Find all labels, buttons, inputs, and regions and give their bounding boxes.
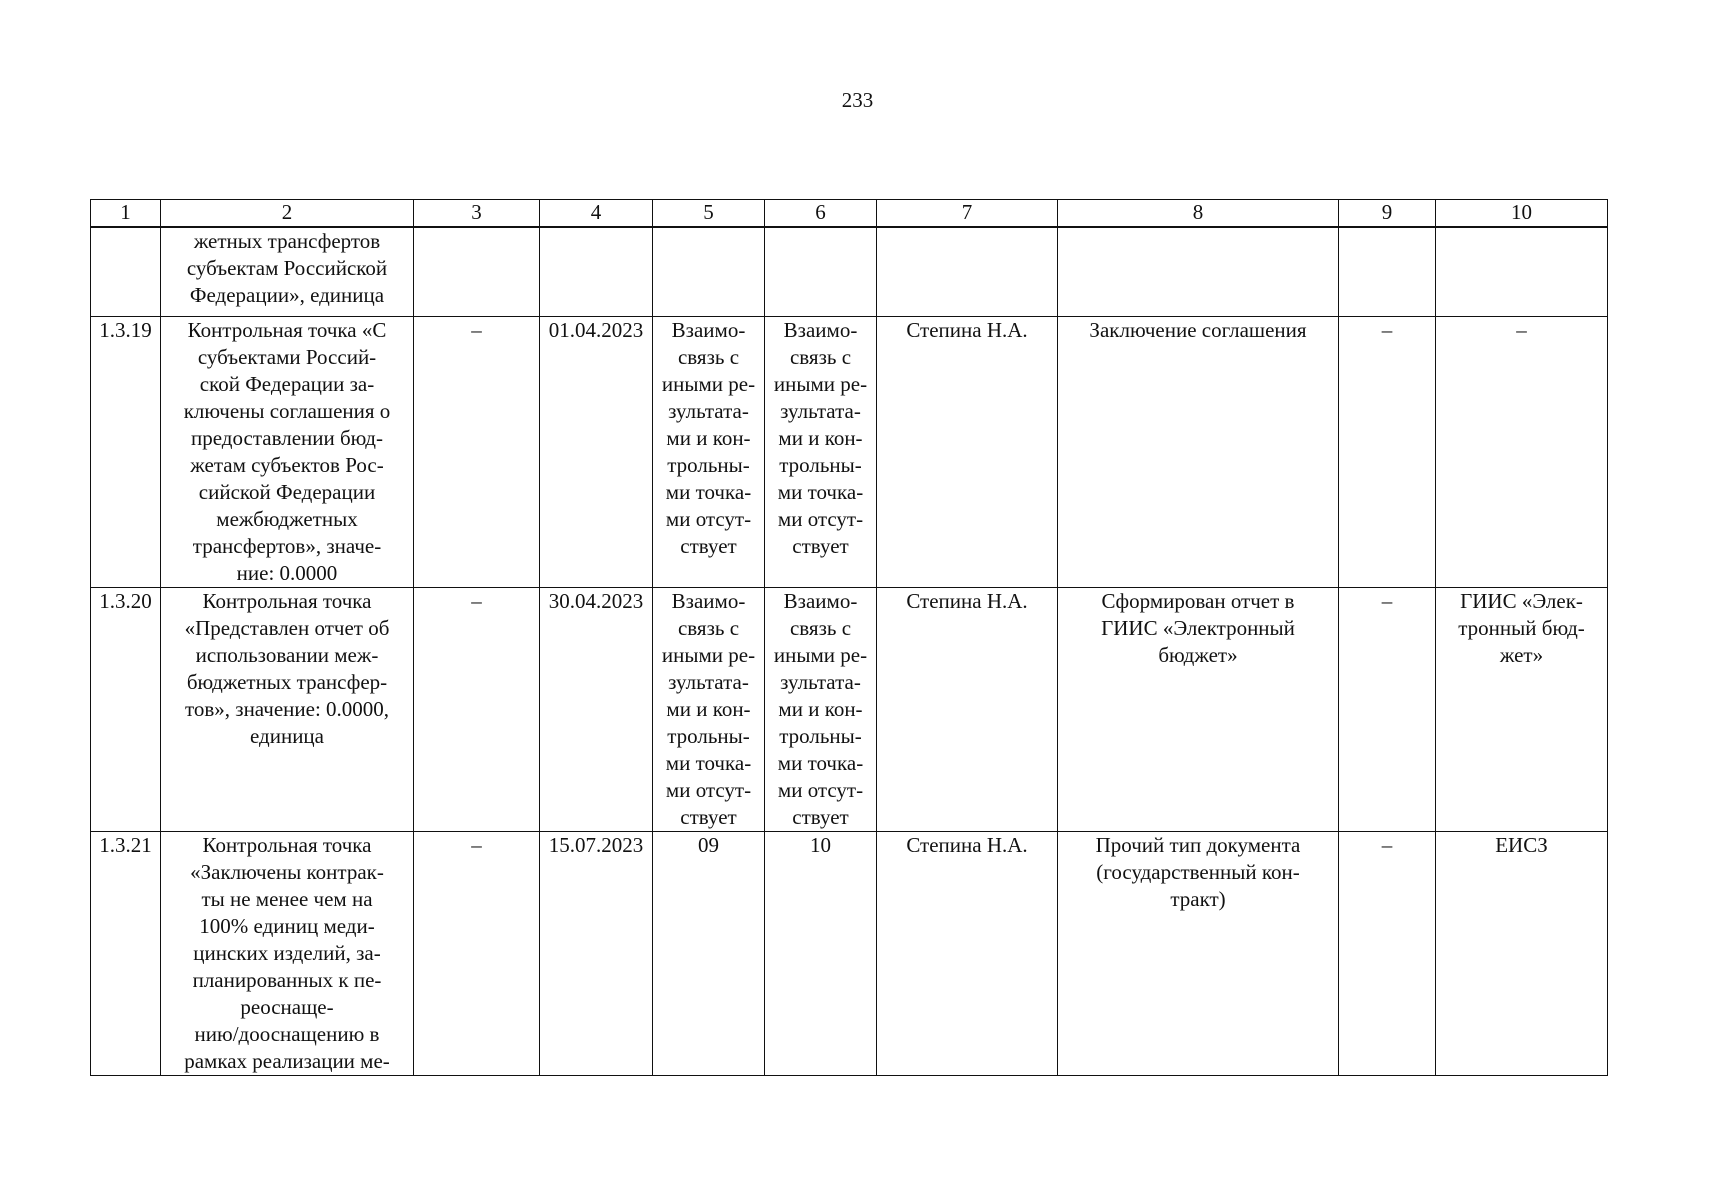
column-header: 9 [1339,200,1436,228]
name-cell: Контрольная точка «С субъектами Россий- ской Федерации за- ключены соглашения о предоставлении бюд- жетам субъектов Рос- сийской Федерации межбюджетных трансфертов», значе- ние: 0.0000 [161,317,414,588]
row-number-cell: 1.3.19 [91,317,161,588]
name-cell: Контрольная точка «Заключены контрак- ты не менее чем на 100% единиц меди- цинских изделий, за- планированных к пе- реоснаще- нию/дооснащению в рамках реализации ме- [161,832,414,1076]
relation-cell: Взаимо- связь с иными ре- зультата- ми и кон- трольны- ми точка- ми отсут- ствует [765,317,877,588]
table-row-continuation [91,227,1608,317]
responsible-cell: Степина Н.А. [877,317,1058,588]
column-header: 1 [91,200,161,228]
row-number-cell: 1.3.20 [91,588,161,832]
document-cell [1058,227,1339,317]
page-number: 233 [841,88,874,112]
row-number-cell: 1.3.21 [91,832,161,1076]
info-system-cell: ГИИС «Элек- тронный бюд- жет» [1436,588,1608,832]
plan-table [90,199,1608,1076]
date-cell: 01.04.2023 [540,317,653,588]
column-3-cell: – [414,588,540,832]
responsible-cell [877,227,1058,317]
document-cell: Сформирован отчет в ГИИС «Электронный бюджет» [1058,588,1339,832]
document-cell: Прочий тип документа (государственный кон- тракт) [1058,832,1339,1076]
relation-cell: 10 [765,832,877,1076]
relation-cell [765,227,877,317]
column-number-row [91,200,1608,228]
column-header: 10 [1436,200,1608,228]
responsible-cell: Степина Н.А. [877,832,1058,1076]
column-3-cell [414,227,540,317]
relation-cell: Взаимо- связь с иными ре- зультата- ми и кон- трольны- ми точка- ми отсут- ствует [765,588,877,832]
info-system-cell: ЕИСЗ [1436,832,1608,1076]
table-row [91,588,1608,832]
date-cell: 30.04.2023 [540,588,653,832]
column-header: 5 [653,200,765,228]
column-9-cell: – [1339,317,1436,588]
date-cell: 15.07.2023 [540,832,653,1076]
column-header: 8 [1058,200,1339,228]
info-system-cell: – [1436,317,1608,588]
column-9-cell: – [1339,832,1436,1076]
relation-cell [653,227,765,317]
table-row [91,317,1608,588]
name-cell: жетных трансфертов субъектам Российской Федерации», единица [161,227,414,317]
relation-cell: Взаимо- связь с иными ре- зультата- ми и кон- трольны- ми точка- ми отсут- ствует [653,317,765,588]
relation-cell: Взаимо- связь с иными ре- зультата- ми и кон- трольны- ми точка- ми отсут- ствует [653,588,765,832]
table-row [91,832,1608,1076]
relation-cell: 09 [653,832,765,1076]
column-header: 7 [877,200,1058,228]
column-9-cell: – [1339,588,1436,832]
column-header: 4 [540,200,653,228]
document-cell: Заключение соглашения [1058,317,1339,588]
column-3-cell: – [414,832,540,1076]
row-number-cell [91,227,161,317]
date-cell [540,227,653,317]
column-9-cell [1339,227,1436,317]
name-cell: Контрольная точка «Представлен отчет об использовании меж- бюджетных трансфер- тов», значение: 0.0000, единица [161,588,414,832]
column-header: 2 [161,200,414,228]
responsible-cell: Степина Н.А. [877,588,1058,832]
column-header: 3 [414,200,540,228]
column-3-cell: – [414,317,540,588]
column-header: 6 [765,200,877,228]
info-system-cell [1436,227,1608,317]
